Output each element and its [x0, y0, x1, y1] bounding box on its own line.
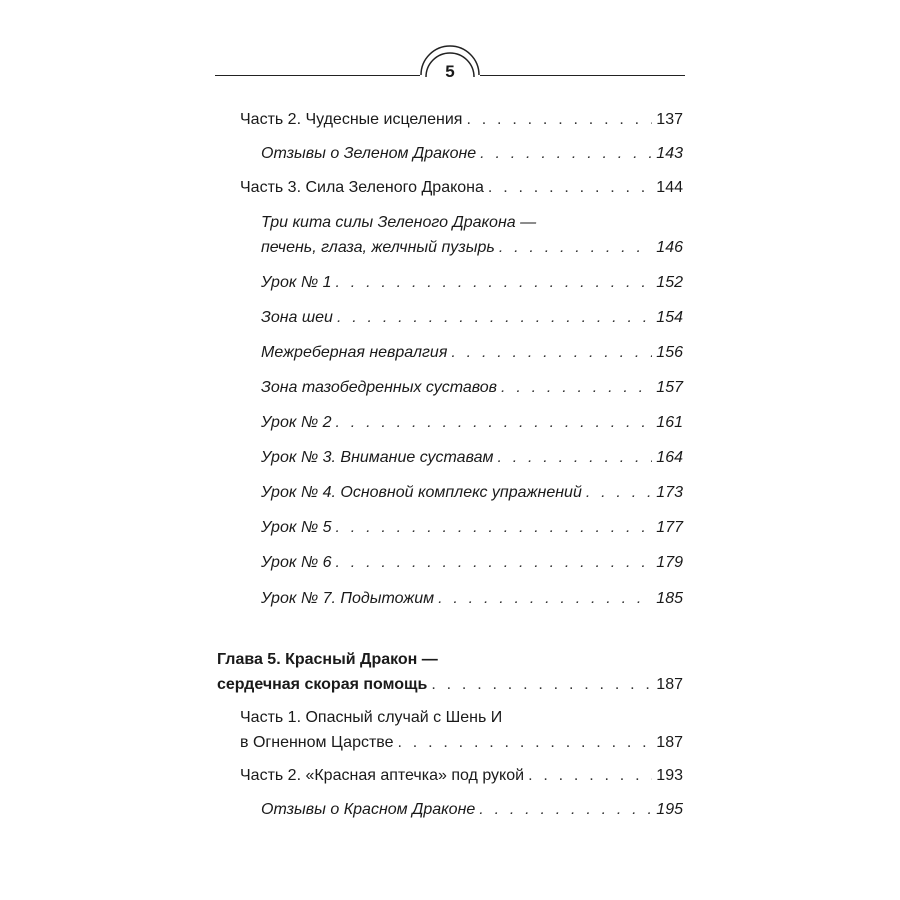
toc-entry-page: 164 [656, 449, 683, 466]
dot-leader [336, 517, 653, 539]
toc-entry-title: Отзывы о Зеленом Драконе [261, 145, 477, 162]
dot-leader [586, 482, 652, 504]
toc-entry-page: 187 [656, 734, 683, 751]
toc-entry [261, 552, 683, 574]
toc-entry [261, 447, 683, 469]
toc-entry-page: 161 [656, 414, 683, 431]
toc-entry [261, 212, 683, 259]
toc-entry-page: 157 [656, 379, 683, 396]
toc-entry-page: 156 [656, 344, 683, 361]
toc-entry-page: 179 [656, 554, 683, 571]
toc-entry [261, 272, 683, 294]
toc-entry-title: Урок № 5 [261, 519, 332, 536]
header-rule-right [480, 75, 685, 76]
toc-entry-title: Межреберная невралгия [261, 344, 448, 361]
toc-entry-title-line1: Глава 5. Красный Дракон — [217, 651, 438, 668]
toc-entry [240, 109, 683, 131]
toc-entry-page: 137 [656, 111, 683, 128]
toc-entry-page: 154 [656, 309, 683, 326]
toc-entry-page: 143 [656, 145, 683, 162]
toc-entry-title: Урок № 7. Подытожим [261, 590, 435, 607]
dot-leader [480, 143, 652, 165]
toc-entry-page: 152 [656, 274, 683, 291]
toc-entry-title: Часть 2. «Красная аптечка» под рукой [240, 767, 525, 784]
toc-entry [261, 517, 683, 539]
dot-leader [528, 765, 652, 787]
toc-entry [261, 342, 683, 364]
toc-entry [261, 377, 683, 399]
toc-entry-title: Зона тазобедренных суставов [261, 379, 498, 396]
dot-leader [336, 412, 653, 434]
toc-entry-title: в Огненном Царстве [240, 734, 394, 751]
toc-entry-title-line1: Часть 1. Опасный случай с Шень И [240, 709, 503, 726]
toc-entry-title: Урок № 3. Внимание суставам [261, 449, 494, 466]
toc-entry-title: Урок № 4. Основной комплекс упражнений [261, 484, 582, 501]
dot-leader [479, 799, 652, 821]
toc-entry [240, 177, 683, 199]
dot-leader [501, 377, 652, 399]
toc-entry-title: Урок № 6 [261, 554, 332, 571]
toc-entry-page: 146 [656, 239, 683, 256]
toc-entry-page: 173 [656, 484, 683, 501]
toc-entry [261, 307, 683, 329]
toc-entry-page: 193 [656, 767, 683, 784]
dot-leader [499, 237, 652, 259]
toc-entry [261, 799, 683, 821]
dot-leader [451, 342, 652, 364]
toc-entry-title: Урок № 2 [261, 414, 332, 431]
toc-entry-title: Зона шеи [261, 309, 333, 326]
dot-leader [337, 307, 652, 329]
toc-entry [240, 707, 683, 754]
toc-entry-title: Урок № 1 [261, 274, 332, 291]
dot-leader [497, 447, 652, 469]
toc-entry-title: печень, глаза, желчный пузырь [261, 239, 495, 256]
toc-entry-page: 177 [656, 519, 683, 536]
dot-leader [466, 109, 652, 131]
toc-entry [240, 765, 683, 787]
toc-entry [261, 143, 683, 165]
toc-entry-title: Часть 3. Сила Зеленого Дракона [240, 179, 484, 196]
toc-entry-page: 144 [656, 179, 683, 196]
toc-entry-title: Часть 2. Чудесные исцеления [240, 111, 463, 128]
toc-entry [261, 412, 683, 434]
dot-leader [398, 732, 653, 754]
toc-entry-title-line1: Три кита силы Зеленого Дракона — [261, 214, 537, 231]
toc-entry-page: 187 [656, 676, 683, 693]
toc-entry [261, 482, 683, 504]
dot-leader [488, 177, 652, 199]
page-number: 5 [445, 62, 455, 81]
header-rule-left [215, 75, 420, 76]
dot-leader [336, 272, 653, 294]
toc-entry-title: Отзывы о Красном Драконе [261, 801, 476, 818]
toc-entry [261, 588, 683, 610]
toc-entry-page: 185 [656, 590, 683, 607]
dot-leader [438, 588, 652, 610]
dot-leader [431, 674, 652, 696]
toc-entry-title: сердечная скорая помощь [217, 676, 428, 693]
toc-entry-page: 195 [656, 801, 683, 818]
dot-leader [336, 552, 653, 574]
toc-chapter-entry [217, 649, 683, 696]
